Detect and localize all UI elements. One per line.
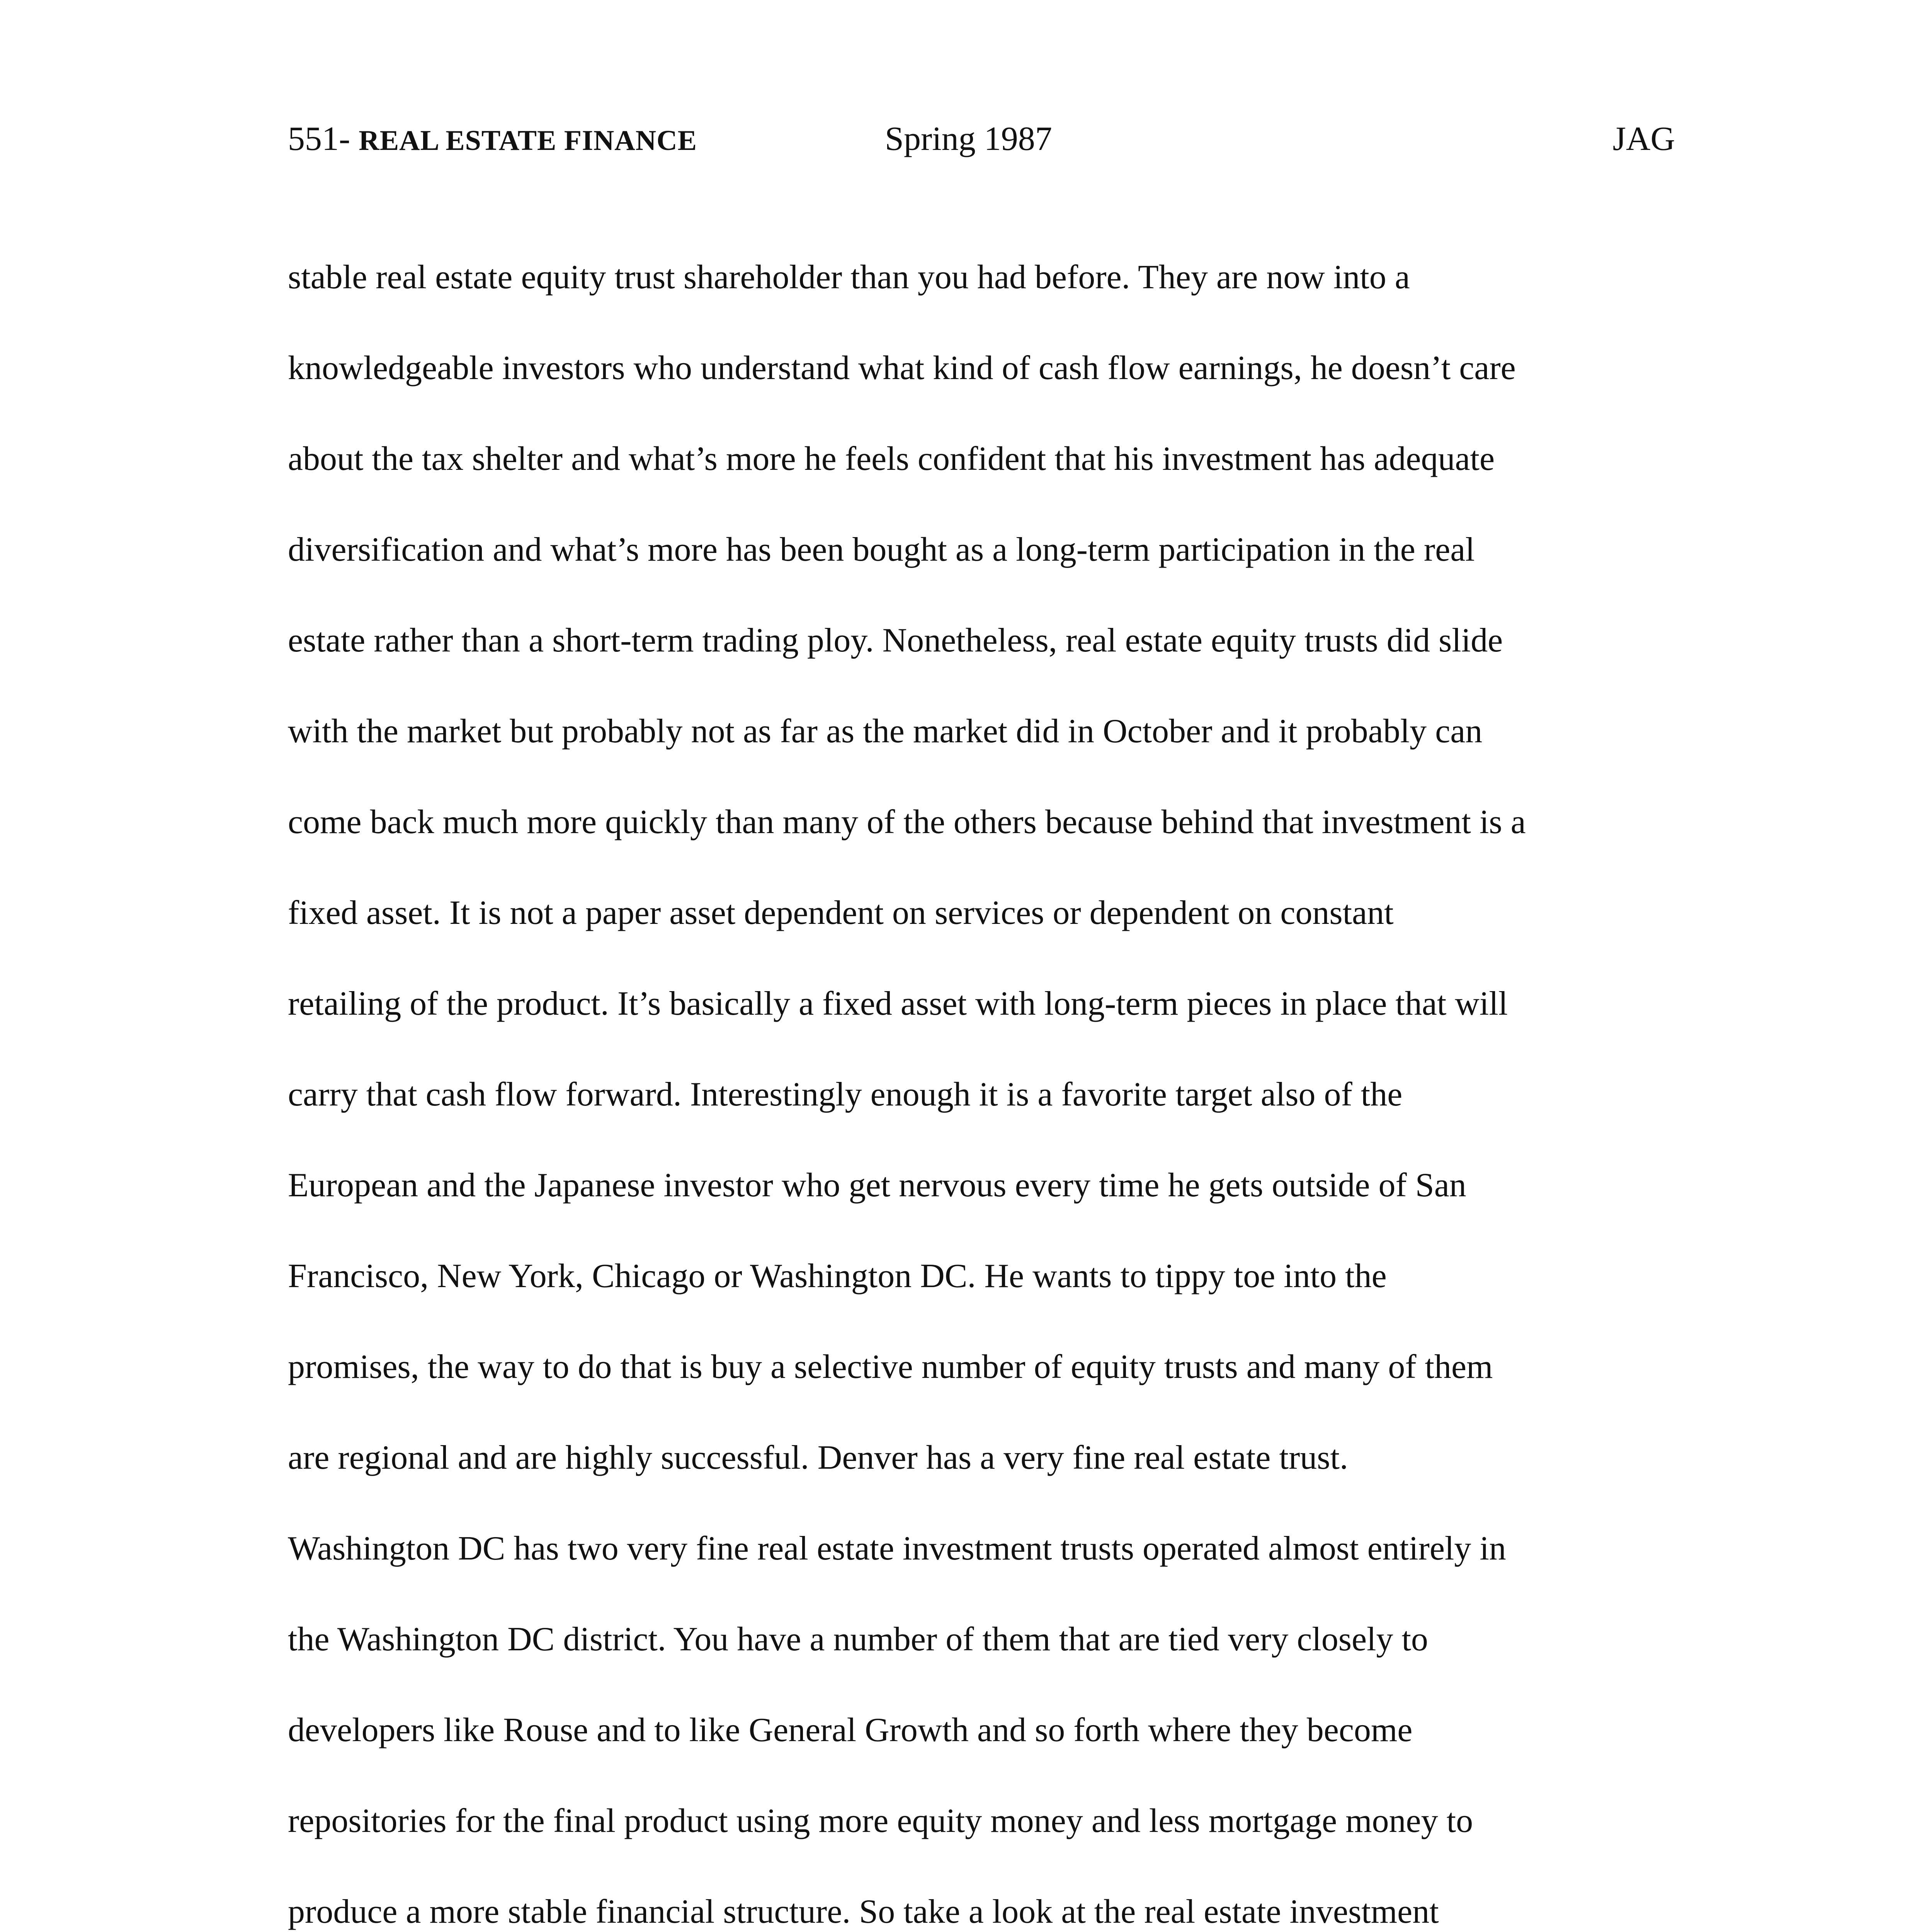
text-line: knowledgeable investors who understand what kind of cash flow earnings, he doesn’t care	[288, 349, 1516, 387]
text-line: carry that cash flow forward. Interestingly enough it is a favorite target also of the	[288, 1076, 1403, 1113]
text-line: promises, the way to do that is buy a selective number of equity trusts and many of them	[288, 1348, 1493, 1386]
text-line: Francisco, New York, Chicago or Washington DC. He wants to tippy toe into the	[288, 1257, 1387, 1295]
text-line: the Washington DC district. You have a number of them that are tied very closely to	[288, 1621, 1428, 1658]
text-line: are regional and are highly successful. Denver has a very fine real estate trust.	[288, 1439, 1348, 1476]
transcript-body	[288, 232, 1679, 1932]
text-line: retailing of the product. It’s basically a fixed asset with long-term pieces in place that will	[288, 985, 1508, 1022]
course-heading	[288, 116, 697, 164]
text-line: repositories for the final product using more equity money and less mortgage money to	[288, 1802, 1473, 1840]
text-line: produce a more stable financial structure. So take a look at the real estate investment	[288, 1893, 1439, 1930]
term-label: Spring 1987	[885, 120, 1052, 158]
text-line: developers like Rouse and to like General Growth and so forth where they become	[288, 1711, 1413, 1749]
course-title: REAL ESTATE FINANCE	[359, 125, 697, 156]
author-initials: JAG	[1612, 120, 1675, 158]
text-line: Washington DC has two very fine real estate investment trusts operated almost entirely in	[288, 1530, 1506, 1567]
text-line: diversification and what’s more has been bought as a long-term participation in the real	[288, 531, 1475, 568]
text-line: European and the Japanese investor who get nervous every time he gets outside of San	[288, 1167, 1466, 1204]
course-number: 551-	[288, 120, 350, 158]
text-line: about the tax shelter and what’s more he feels confident that his investment has adequate	[288, 440, 1495, 478]
text-line: estate rather than a short-term trading ploy. Nonetheless, real estate equity trusts did slide	[288, 622, 1503, 659]
text-line: fixed asset. It is not a paper asset dependent on services or dependent on constant	[288, 894, 1394, 932]
text-line: stable real estate equity trust shareholder than you had before. They are now into a	[288, 259, 1410, 296]
page-header	[288, 116, 1675, 162]
text-line: with the market but probably not as far as the market did in October and it probably can	[288, 713, 1483, 750]
text-line: come back much more quickly than many of the others because behind that investment is a	[288, 803, 1526, 841]
